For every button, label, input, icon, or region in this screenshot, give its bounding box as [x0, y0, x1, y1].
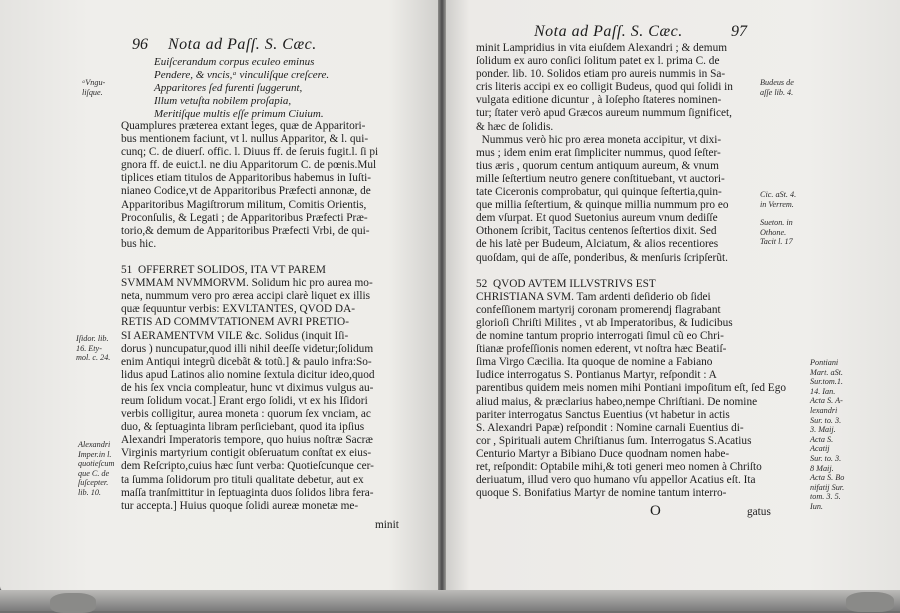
text-line: Nummus verò hic pro ærea moneta accipitur, vt dixi- — [476, 133, 722, 146]
margin-note-line: Iſidor. lib. — [76, 334, 109, 343]
verse-line: Euiſcerandum corpus eculeo eminus — [154, 56, 315, 68]
margin-note-line: Mart. aSt. — [810, 367, 843, 377]
text-line: aliud maius, & præclarius habeo,nempe Chriſtiani. De nomine — [476, 395, 758, 408]
margin-note-line: Alexandri — [78, 440, 111, 449]
text-line: verbis colligitur, aurea moneta : quorum ſex vnciam, ac — [121, 408, 371, 421]
text-line: duo, & ſeptuaginta libram perſiciebant, quod ita ipſius — [121, 421, 365, 434]
margin-note — [78, 440, 114, 498]
right-page-number: 97 — [731, 23, 747, 40]
margin-note — [760, 190, 796, 209]
margin-note — [76, 334, 110, 363]
left-running-head: Nota ad Paſſ. S. Cæc. — [168, 36, 317, 53]
margin-note-line: aſſe lib. 4. — [760, 87, 794, 97]
text-line: ſima Virgo Cæcilia. Ita quoque de nomine a Fabiano — [476, 356, 713, 369]
text-line: pariter interrogatus Sanctus Euentius (vt habetur in actis — [476, 408, 730, 421]
text-line: ta ſumma ſolidorum pro tituli qualitate debetur, aut ex — [121, 473, 364, 486]
text-line: gnora ff. de euict.l. ne diu Apparitorum C. de pœnis.Mul — [121, 159, 377, 172]
text-line: mille ſeſtertium neutro genere conſtituebant, vt auctori- — [476, 172, 725, 185]
left-body-text — [121, 120, 378, 513]
margin-note-line: Sur. to. 3. — [810, 453, 842, 463]
text-line: SI AERAMENTVM VILE &c. Solidus (inquit Iſi- — [121, 329, 349, 342]
margin-note-line: Sur.tom.1. — [810, 377, 843, 387]
text-line: 52 QVOD AVTEM ILLVSTRIVS EST — [476, 277, 656, 290]
text-line: Virginis martyrium contigit obſeruatum conſtat ex eius- — [121, 447, 372, 460]
margin-note-line: tom. 3. 5. — [810, 492, 841, 502]
text-line: glorioſi Chriſti Milites , vt ab Imperatoribus, & Iudicibus — [476, 316, 733, 329]
text-line: ponder. lib. 10. Solidos etiam pro aureis nummis in Sa- — [476, 68, 726, 81]
margin-note — [82, 78, 105, 97]
thumb — [50, 593, 96, 613]
margin-note-line: Iun. — [810, 501, 823, 511]
signature-mark: O — [650, 503, 661, 519]
margin-note-line: Cic. aSt. 4. — [760, 190, 797, 199]
margin-note-line: in Verrem. — [760, 199, 794, 209]
text-line: de his latè per Budeum, Alciatum, & alios recentiores — [476, 238, 719, 251]
text-line: tur accepta.] Huius quoque ſolidi aureæ monetæ me- — [121, 499, 359, 512]
text-line: neta, nummum vero pro ærea accipi clarè liquet ex illis — [121, 290, 371, 303]
left-page — [0, 0, 442, 592]
margin-note-line: liſque. — [82, 87, 103, 97]
margin-note-line: que C. de — [78, 468, 110, 478]
margin-note-line: Acta S. — [810, 434, 834, 444]
text-line: Proconſulis, & Legati ; de Apparitoribus Præfecti Præ- — [121, 211, 368, 224]
margin-note — [760, 218, 793, 247]
text-line: Apparitoribus Magiſtrorum militum, Comitis Orientis, — [121, 198, 367, 211]
text-line: RETIS AD COMMVTATIONEM AVRI PRETIO- — [121, 316, 349, 329]
text-line: tius æris , quorum centum antiquum aureum, & vnum — [476, 159, 719, 172]
margin-note-line: Sur. to. 3. — [810, 415, 842, 425]
margin-note-line: mol. c. 24. — [76, 353, 111, 363]
book-gutter — [438, 0, 446, 611]
margin-note-line: quotieſcum — [78, 459, 115, 469]
margin-note-line: 3. Maij. — [810, 425, 836, 435]
page-bottom-edge — [0, 590, 900, 611]
margin-note — [760, 78, 794, 97]
text-line: ſtianæ profeſſionis nomen ederent, vt noſtra hæc Beatiſ- — [476, 343, 727, 356]
text-line: SVMMAM NVMMORVM. Solidum hic pro aurea mo- — [121, 277, 373, 290]
text-line: quæ ſequuntur verbis: EXVLTANTES, QVOD DA- — [121, 303, 356, 316]
text-line — [121, 251, 378, 264]
verse-line: Meritiſque multis eſſe primum Ciuium. — [154, 108, 324, 121]
text-line: 51 OFFERRET SOLIDOS, ITA VT PAREM — [121, 264, 326, 277]
margin-note-line: Acta S. A- — [810, 396, 843, 406]
margin-note-line: Budeus de — [760, 78, 794, 87]
text-line: torio,& demum de Apparitoribus Præfecti Vrbi, de qui- — [121, 224, 370, 237]
text-line: que millia ſeſtertium, & quinque millia nummum pro eo — [476, 199, 729, 212]
margin-note-line: Othone. — [760, 227, 787, 237]
text-line: bus hic. — [121, 237, 157, 250]
text-line: dorus ) nuncupatur,quod illi nihil deeſſe videtur;ſolidum — [121, 342, 374, 355]
margin-note-line: 14. Ian. — [810, 386, 836, 396]
text-line: CHRISTIANA SVM. Tam ardenti deſiderio ob ſidei — [476, 290, 711, 303]
text-line: mus ; idem enim erat ſimpliciter nummus, quod ſeſter- — [476, 146, 721, 159]
text-line: dem Reſcripto,cuius hæc ſunt verba: Quotieſcunque cer- — [121, 460, 374, 473]
text-line: confeſſionem martyrij coronam promerendj flagrabant — [476, 303, 721, 316]
text-line: Iudice interrogatus S. Pontianus Martyr, reſpondit : A — [476, 369, 717, 382]
text-line: maſſa tranſmittitur in ſeptuaginta duos ſolidos libra fera- — [121, 486, 374, 499]
right-running-head: Nota ad Paſſ. S. Cæc. — [534, 23, 683, 40]
verse-line: Illum vetuſta nobilem proſapia, — [154, 95, 292, 108]
margin-note-line: ſuſcepter. — [78, 478, 109, 488]
text-line: Othonem ſcribit, Tacitus centenos ſeſtertios dixit. Sed — [476, 225, 717, 238]
left-page-number: 96 — [132, 36, 148, 53]
margin-note-line: Acatij — [810, 444, 830, 454]
margin-note-line: 8 Maij. — [810, 463, 834, 473]
thumb — [846, 592, 894, 612]
text-line: Centurio Martyr a Bibiano Duce quodnam nomen habe- — [476, 447, 730, 460]
margin-note-line: lexandri — [810, 405, 838, 415]
text-line: nianeo Codice,vt de Apparitoribus Præfecti annonæ, de — [121, 185, 371, 198]
text-line: quoſdam, qui de aſſe, ponderibus, & menſuris ſcripſerũt. — [476, 251, 728, 264]
text-line: tiplices etiam titulos de Apparitoribus habemus in Iuſti- — [121, 172, 372, 185]
margin-note-line: lib. 10. — [78, 487, 101, 497]
text-line: enim Antiqui integrũ dicebãt & totũ.] & paulo infra:So- — [121, 355, 372, 368]
right-body-text — [476, 42, 786, 500]
margin-note-line: Acta S. Bo — [810, 473, 845, 483]
margin-note — [810, 358, 844, 512]
text-line: cor , Spirituali autem Chriſtianus ſum. Interrogatus S.Acatius — [476, 434, 752, 447]
text-line: reum ſolidum vocat.] Erant ergo ſolidi, vt ex his Iſidori — [121, 394, 368, 407]
text-line: cunq; C. de diuerſ. offic. l. Diuus ff. de ſeruis fugit.l. ſi pi — [121, 146, 379, 159]
text-line: tur; ſtater verò apud Græcos aureum nummum ſignificet, — [476, 107, 732, 120]
text-line: parentibus quidem meis nomen mihi Pontiani impoſitum eſt, ſed Ego — [476, 382, 787, 395]
text-line: tate Ciceronis comprobatur, qui quinque ſeſtertia,quin- — [476, 186, 722, 199]
text-line: & hæc de ſolidis. — [476, 120, 554, 133]
text-line: de his ſex vncia compleatur, hunc vt diximus vulgus au- — [121, 381, 374, 394]
text-line: lidus apud Latinos alio nomine ſextula dicitur ideo,quod — [121, 368, 375, 381]
text-line: dem vſurpat. Et quod Suetonius aureum vnum dediſſe — [476, 212, 718, 225]
margin-note-line: 16. Ety- — [76, 343, 102, 353]
text-line: ret, reſpondit: Optabile mihi,& toti generi meo nomen à Chriſto — [476, 461, 762, 473]
text-line: quoque S. Bonifatius Martyr de nomine tantum interro- — [476, 487, 727, 500]
verse-quotation — [154, 56, 329, 121]
margin-note-line: Pontiani — [810, 358, 839, 367]
text-line: bus mentionem faciunt, vt l. nullus Apparitor, & l. qui- — [121, 133, 369, 146]
margin-note-line: Imper.in l. — [78, 449, 112, 459]
verse-line: Pendere, & vncis,ᵃ vinculiſque creſcere. — [154, 69, 330, 82]
text-line: deriuatum, illud vero quo humano vſu appellor Acatius eſt. Ita — [476, 474, 756, 487]
margin-note-line: Tacit l. 17 — [760, 237, 793, 247]
text-line: de nomine tantum proprio interrogati ſimul cũ eo Chri- — [476, 330, 724, 343]
text-line: Alexandri Imperatoris tempore, quo huius noſtræ Sacræ — [121, 434, 373, 447]
left-catchword: minit — [375, 519, 399, 531]
text-line: ſolidum ex auro conſici ſolitum patet ex l. prima C. de — [476, 55, 720, 68]
verse-line: Apparitores ſed furenti ſuggerunt, — [154, 82, 303, 95]
text-line: vulgata editione dicuntur , à Ioſepho ſtateres nominen- — [476, 94, 722, 107]
margin-note-line: Sueton. in — [760, 218, 793, 227]
text-line: Quamplures præterea extant leges, quæ de Apparitori- — [121, 120, 366, 132]
margin-note-line: nifatij Sur. — [810, 482, 845, 492]
right-catchword: gatus — [747, 506, 771, 518]
text-line — [476, 265, 786, 278]
text-line: minit Lampridius in vita eiuſdem Alexandri ; & demum — [476, 42, 728, 54]
right-page — [442, 0, 900, 592]
margin-note-line: ᵃVngu- — [82, 78, 106, 87]
text-line: cris literis accipi ex eo colligit Budeus, quod qui ſolidi in — [476, 81, 733, 94]
text-line: S. Alexandri Papæ) reſpondit : Nomine carnali Euentius di- — [476, 421, 744, 434]
